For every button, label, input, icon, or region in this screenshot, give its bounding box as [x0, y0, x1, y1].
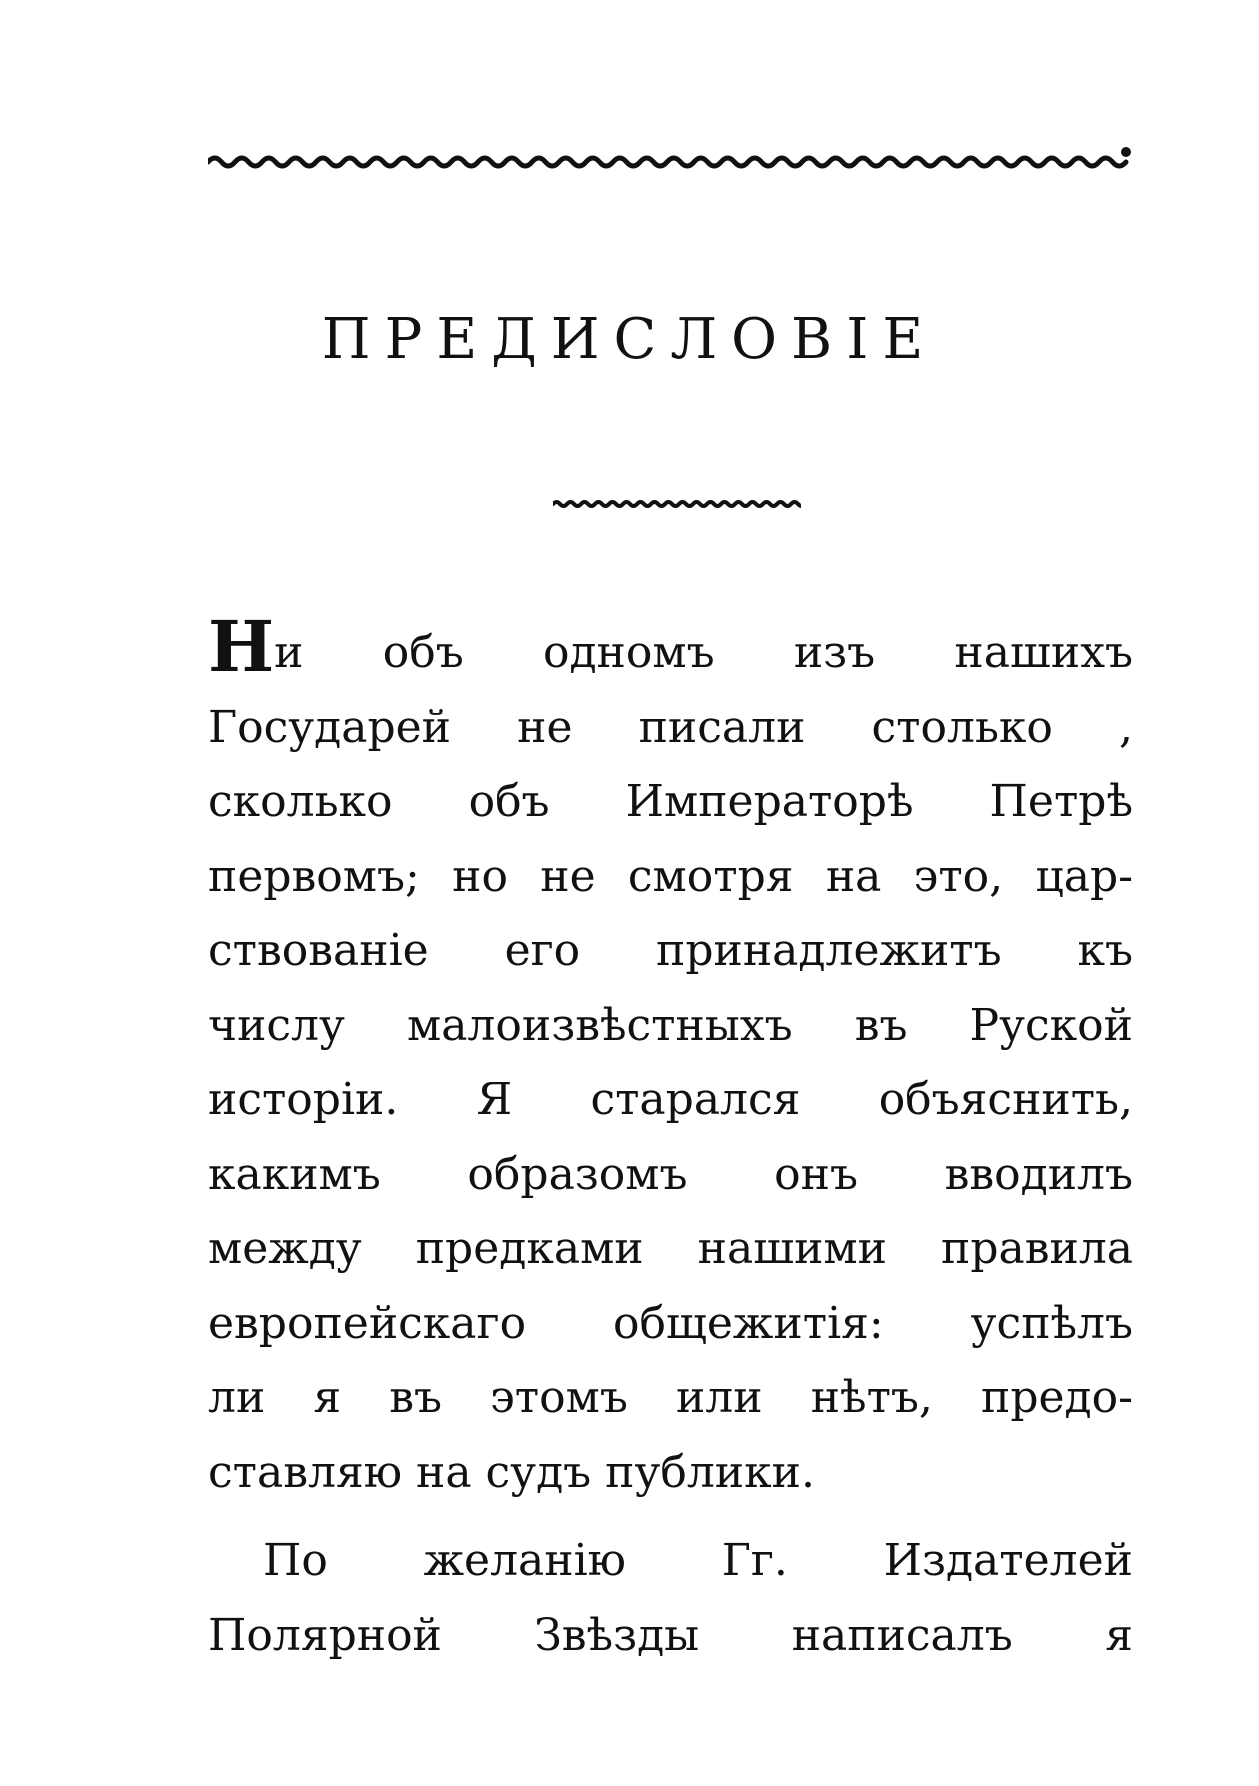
text-line: ставляю на судъ публики. — [208, 1446, 815, 1498]
text-line: исторіи. Я старался объяснить, — [208, 1074, 1133, 1125]
text-line: Государей не писали столько , — [208, 701, 1133, 753]
short-wavy-rule-ornament-icon — [553, 494, 801, 514]
preface-text — [208, 605, 1133, 1673]
paragraph-2 — [208, 1524, 1133, 1673]
text-line: первомъ; но не смотря на это, цар- — [208, 850, 1133, 902]
text-line — [208, 605, 1133, 691]
text-line: По желанію Гг. Издателей — [263, 1535, 1133, 1586]
wavy-rule-ornament-icon — [208, 140, 1143, 180]
text-line: Полярной Звѣзды написалъ я — [208, 1609, 1133, 1661]
page-title: ПРЕДИСЛОВІЕ — [321, 307, 938, 372]
text-line: числу малоизвѣстныхъ въ Руской — [208, 999, 1133, 1051]
text-line: между предками нашими правила — [208, 1223, 1133, 1274]
text-line: ли я въ этомъ или нѣтъ, предо- — [208, 1372, 1133, 1423]
text-line: какимъ образомъ онъ вводилъ — [208, 1148, 1133, 1200]
text-line: ствованіе его принадлежитъ къ — [208, 925, 1133, 976]
text-line: сколько объ Императорѣ Петрѣ — [208, 776, 1133, 827]
paragraph-1 — [208, 605, 1133, 1510]
text-line: европейскаго общежитія: успѣлъ — [208, 1297, 1133, 1349]
drop-cap: Н — [208, 605, 275, 688]
text-line-content: и объ одномъ изъ нашихъ — [274, 627, 1133, 678]
